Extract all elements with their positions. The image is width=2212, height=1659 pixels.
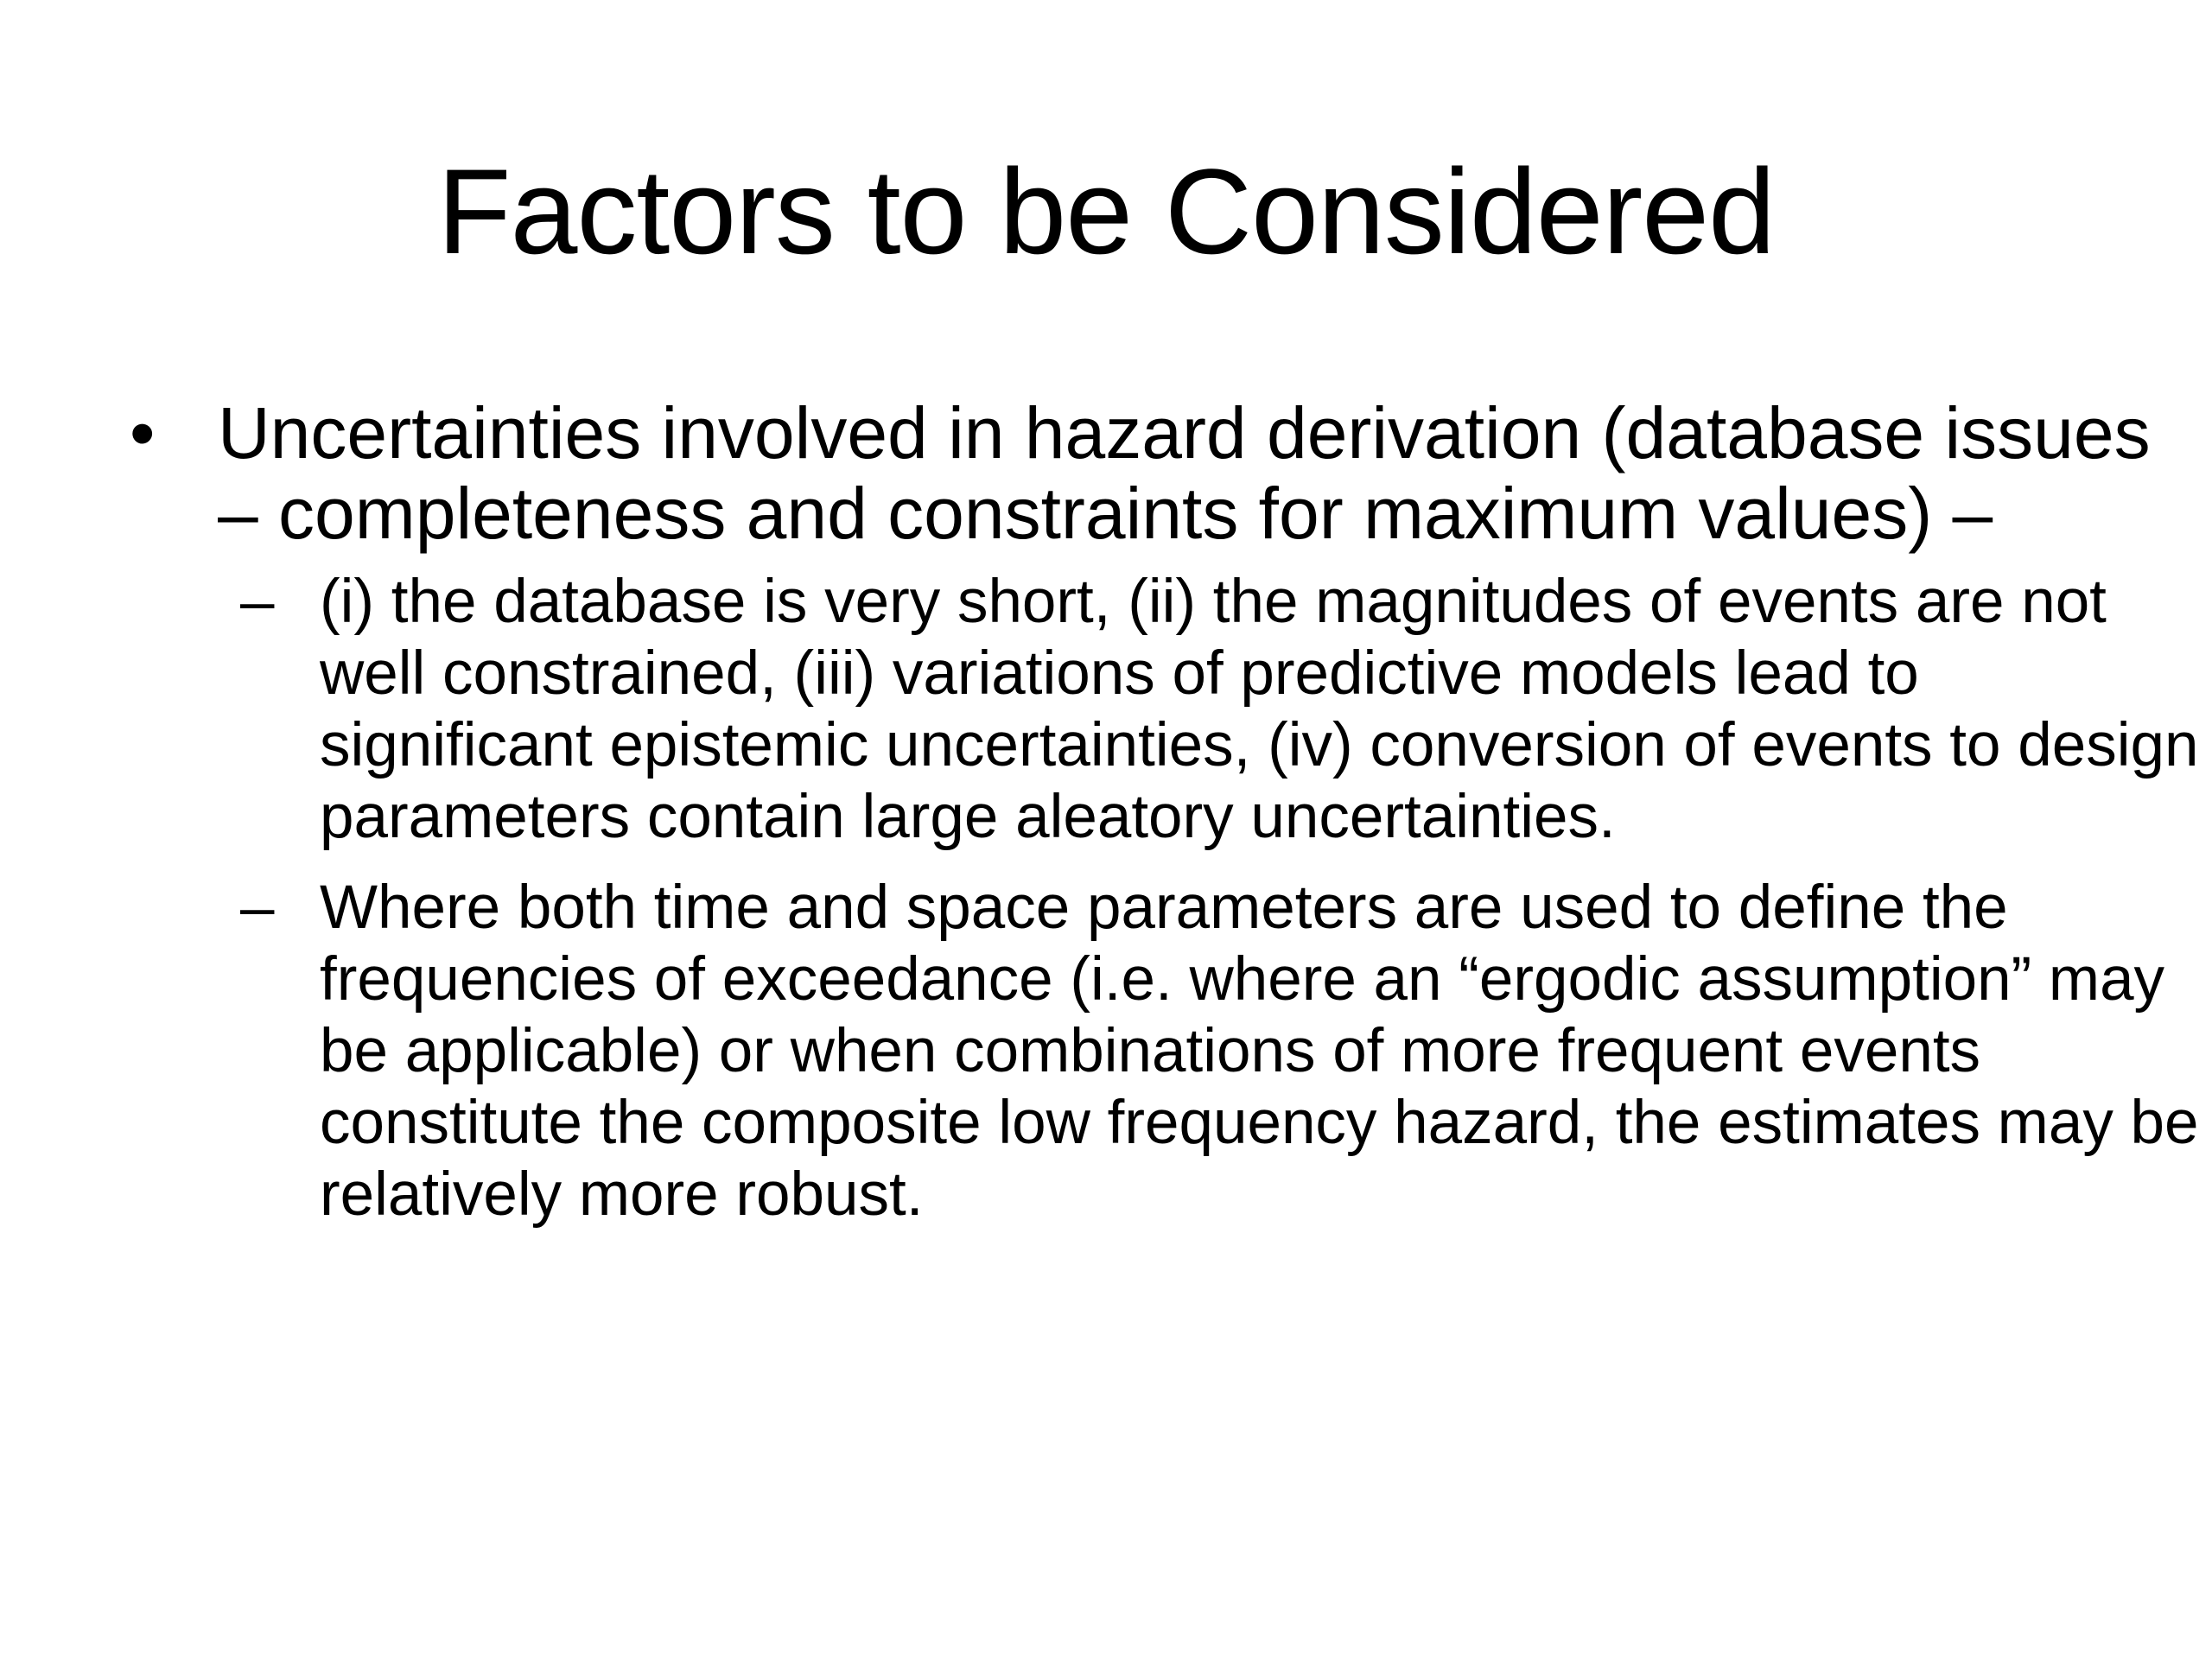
slide-title: Factors to be Considered	[437, 143, 1775, 279]
sub-bullet-marker: –	[240, 874, 275, 942]
sub-bullet-list	[130, 566, 2199, 1230]
bullet-text: Uncertainties involved in hazard derivation (database issues – completeness and constraints for maximum values) –	[218, 392, 2151, 554]
sub-bullet-item	[130, 872, 2203, 1230]
sub-bullet-marker: –	[240, 568, 275, 636]
bullet-item	[130, 393, 2153, 554]
bullet-marker: •	[130, 392, 156, 474]
sub-bullet-text: (i) the database is very short, (ii) the magnitudes of events are not well constrained, (iii) variations of predictive models lead to significant epistemic uncertainties, (iv) conversion of events to design parameters contain large aleatory uncertainties.	[320, 568, 2199, 851]
sub-bullet-text: Where both time and space parameters are used to define the frequencies of exceedance (i.e. where an “ergodic assumption” may be applicable) or when combinations of more frequent events constitute the composite low frequency hazard, the estimates may be relatively more robust.	[320, 874, 2199, 1229]
sub-bullet-item	[130, 566, 2203, 853]
slide-content	[130, 392, 2199, 1249]
